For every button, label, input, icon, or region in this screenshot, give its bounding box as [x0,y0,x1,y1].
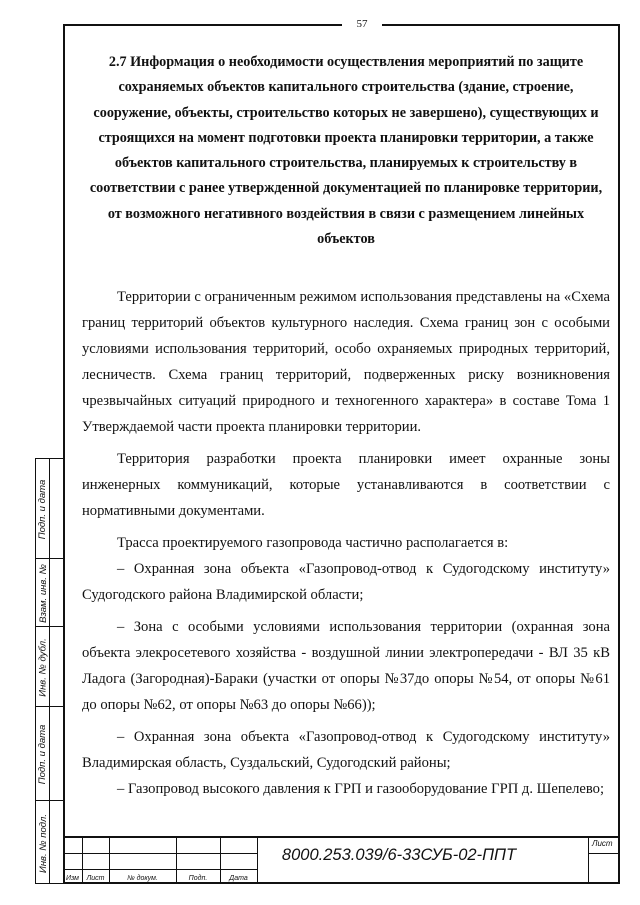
body-text [82,284,610,802]
list-item: – Газопровод высокого давления к ГРП и газооборудование ГРП д. Шепелево; [117,781,605,797]
list-item: – Зона с особыми условиями использования территории (охранная зона объекта элекросетевого хозяйства - воздушной линии электропередачи - ВЛ 35 кВ Ладога (Загородная)-Бараки (участки от опоры №37до опоры №54, от опоры №61 до опоры №62, от опоры №63 до опоры №66)); [82,619,610,713]
paragraph: Территория разработки проекта планировки имеет охранные зоны инженерных коммуникаций, которые устанавливаются в соответствии с нормативными документами. [82,451,610,519]
list-item: – Охранная зона объекта «Газопровод-отвод к Судогодскому институту» Владимирская область, Суздальский, Судогодский районы; [82,729,610,771]
sidebar-label: Подп. и дата [37,724,49,784]
stamp-column-label: Дата [229,875,248,882]
section-heading: 2.7 Информация о необходимости осуществления мероприятий по защите сохраняемых объектов капитального строительства (здание, строение, сооружение, объекты, строительство которых не завершено), существующих и строящихся на момент подготовки проекта планировки территории, а также объектов капитального строительства, планируемых к строительству в соответствии с ранее утвержденной документацией по планировке территории, от возможного негативного воздействия в связи с размещением линейных объектов [89,54,603,248]
sidebar-label: Инв. № подл. [37,813,49,873]
stamp-column-label: № докум. [127,875,158,882]
stamp-column-label: Лист [86,875,105,882]
sidebar-label: Инв. № дубл. [37,637,49,697]
margin-stamp [35,458,63,884]
page-number: 57 [342,18,382,30]
sheet-label: Лист [592,839,613,848]
paragraph: Территории с ограниченным режимом использования представлены на «Схема границ территорий объектов культурного наследия. Схема границ зон с особыми условиями использования территорий, особо охраняемых природных территорий, лесничеств. Схема границ территорий, подверженных риску возникновения чрезвычайных ситуаций природного и техногенного характера» в составе Тома 1 Утверждаемой части проекта планировки территории. [82,289,610,435]
sidebar-label: Подп. и дата [37,479,49,539]
list-item: – Охранная зона объекта «Газопровод-отвод к Судогодскому институту» Судогодского района Владимирской области; [82,561,610,603]
stamp-column-label: Изм [66,875,79,882]
sidebar-label: Взам. инв. № [37,563,49,623]
stamp-column-label: Подп. [188,875,208,882]
document-code: 8000.253.039/6-33СУБ-02-ППТ [281,846,517,864]
paragraph: Трасса проектируемого газопровода частично располагается в: [117,535,509,551]
